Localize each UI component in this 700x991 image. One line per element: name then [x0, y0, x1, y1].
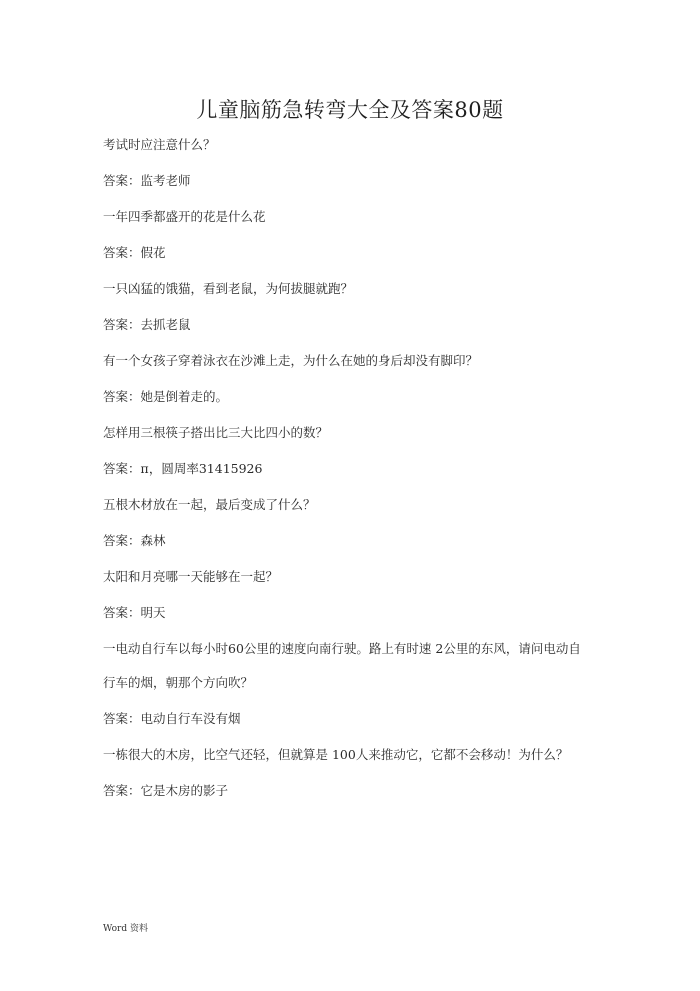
answer-line: 答案：电动自行车没有烟 [103, 711, 241, 726]
answer-line: 答案：假花 [103, 245, 166, 260]
answer-line: 答案：明天 [103, 605, 166, 620]
answer-line: 答案：监考老师 [103, 173, 191, 188]
question-line: 一年四季都盛开的花是什么花 [103, 209, 266, 224]
answer-line: 答案：去抓老鼠 [103, 317, 191, 332]
question-line: 一电动自行车以每小时60公里的速度向南行驶。路上有时速 2公里的东风，请问电动自行车的烟，朝那个方向吹？ [103, 641, 581, 690]
question-line: 考试时应注意什么？ [103, 137, 216, 152]
document-body [103, 135, 593, 817]
answer-line: 答案：п，圆周率31415926 [103, 461, 263, 476]
question-line: 五根木材放在一起，最后变成了什么？ [103, 497, 316, 512]
question-line: 一栋很大的木房，比空气还轻，但就算是 100人来推动它，它都不会移动！为什么？ [103, 747, 569, 762]
page-footer: Word 资料 [103, 924, 148, 934]
question-line: 太阳和月亮哪一天能够在一起？ [103, 569, 279, 584]
answer-line: 答案：它是木房的影子 [103, 783, 229, 798]
question-line: 怎样用三根筷子搭出比三大比四小的数？ [103, 425, 329, 440]
question-line: 有一个女孩子穿着泳衣在沙滩上走，为什么在她的身后却没有脚印？ [103, 353, 479, 368]
question-line: 一只凶猛的饿猫，看到老鼠，为何拔腿就跑？ [103, 281, 354, 296]
answer-line: 答案：森林 [103, 533, 166, 548]
answer-line: 答案：她是倒着走的。 [103, 389, 229, 404]
document-title: 儿童脑筋急转弯大全及答案80题 [196, 98, 504, 122]
